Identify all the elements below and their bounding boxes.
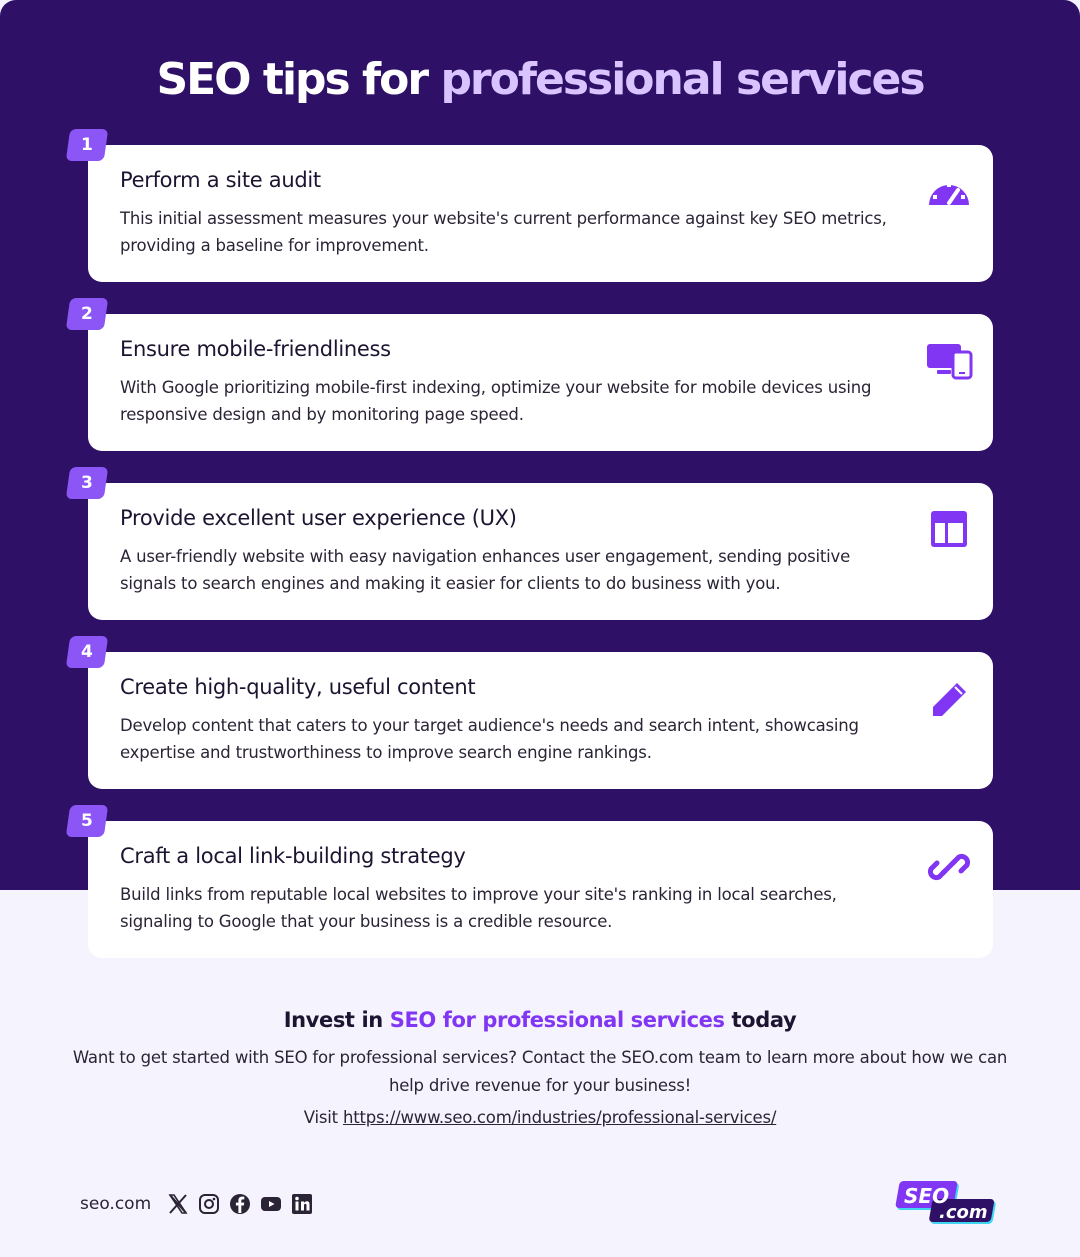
youtube-icon[interactable]: [260, 1193, 282, 1215]
tip-body: This initial assessment measures your website's current performance against key SEO metrics, providing a baseline for improvement.: [120, 209, 887, 255]
linkedin-icon[interactable]: [291, 1193, 313, 1215]
visit-link[interactable]: https://www.seo.com/industries/professional-services/: [342, 1108, 777, 1127]
logo-text-seo: SEO: [904, 1184, 950, 1208]
tip-body: Build links from reputable local websites to improve your site's ranking in local searches, signaling to Google that your business is a credible resource.: [120, 885, 837, 931]
x-icon[interactable]: [167, 1193, 189, 1215]
cta-heading-before: Invest in: [283, 1008, 383, 1032]
seo-com-logo[interactable]: [892, 1180, 1002, 1228]
speedometer-icon: [925, 171, 973, 211]
tip-title: Create high-quality, useful content: [120, 675, 476, 699]
tip-card-4: [81, 642, 993, 789]
tip-number-badge: 5: [66, 805, 108, 837]
tip-number-badge: 3: [66, 467, 108, 499]
tip-card-3: [81, 473, 993, 620]
cta-body: Want to get started with SEO for professional services? Contact the SEO.com team to learn more about how we can help drive revenue for your business!: [72, 1048, 1008, 1095]
title-plain: SEO tips for: [156, 54, 428, 105]
tip-title: Perform a site audit: [120, 168, 321, 192]
cta-heading-accent: SEO for professional services: [389, 1008, 725, 1032]
cta-visit: [0, 1108, 1080, 1127]
footer-site-name: seo.com: [80, 1194, 152, 1214]
pencil-icon: [925, 678, 973, 718]
tip-card-5: [81, 811, 993, 958]
logo-text-com: .com: [939, 1202, 988, 1223]
link-icon: [925, 847, 973, 887]
tip-number-badge: 2: [66, 298, 108, 330]
tip-title: Ensure mobile-friendliness: [120, 337, 391, 361]
tip-card-1: [81, 135, 993, 282]
tip-number-badge: 4: [66, 636, 108, 668]
tip-number-badge: 1: [66, 129, 108, 161]
cta-heading-after: today: [731, 1008, 797, 1032]
tip-body: A user-friendly website with easy navigation enhances user engagement, sending positive signals to search engines and making it easier for clients to do business with you.: [120, 547, 851, 593]
tip-title: Craft a local link-building strategy: [120, 844, 466, 868]
facebook-icon[interactable]: [229, 1193, 251, 1215]
tip-card-2: [81, 304, 993, 451]
visit-label: Visit: [303, 1108, 338, 1127]
tip-body: With Google prioritizing mobile-first indexing, optimize your website for mobile devices using responsive design and by monitoring page speed.: [120, 378, 872, 424]
cta-heading: [0, 1008, 1080, 1032]
title-accent: professional services: [440, 54, 924, 105]
tip-body: Develop content that caters to your target audience's needs and search intent, showcasing expertise and trustworthiness to improve search engine rankings.: [120, 716, 859, 762]
instagram-icon[interactable]: [198, 1193, 220, 1215]
layout-icon: [925, 509, 973, 549]
tip-title: Provide excellent user experience (UX): [120, 506, 517, 530]
devices-icon: [925, 340, 973, 380]
page-title: [0, 54, 1080, 105]
